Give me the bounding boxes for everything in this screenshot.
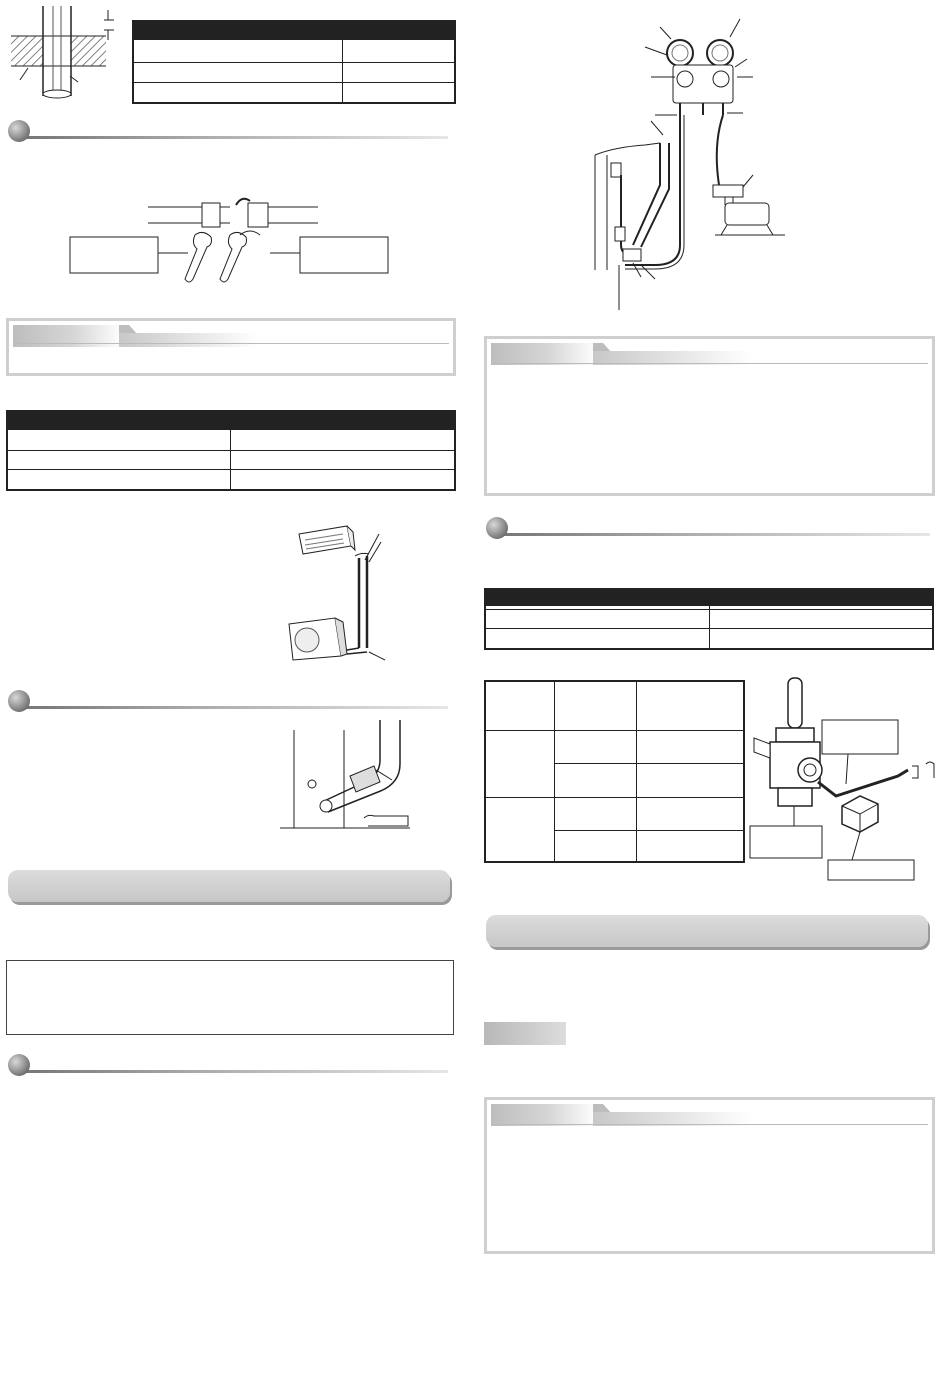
indoor-outdoor-unit-diagram-icon bbox=[285, 520, 395, 665]
section-header bbox=[8, 1054, 448, 1080]
flare-nut-wrench-diagram-icon bbox=[70, 195, 390, 290]
service-valve-diagram-icon bbox=[748, 678, 938, 883]
pipe-wall-diagram-icon bbox=[6, 6, 126, 106]
torque-table bbox=[484, 588, 934, 650]
note-box bbox=[6, 960, 454, 1035]
pipe-bend-diagram-icon bbox=[280, 720, 410, 840]
chapter-banner bbox=[8, 870, 450, 902]
section-header bbox=[8, 120, 448, 146]
chapter-banner bbox=[486, 915, 928, 947]
manifold-gauge-diagram-icon bbox=[585, 15, 815, 310]
valve-table bbox=[484, 680, 745, 863]
section-header bbox=[8, 690, 448, 716]
pipe-length-table bbox=[6, 410, 456, 491]
warning-box bbox=[484, 336, 935, 496]
spec-table bbox=[132, 20, 456, 104]
gray-label-block bbox=[484, 1022, 566, 1045]
section-header bbox=[486, 517, 930, 543]
caution-box bbox=[6, 318, 456, 376]
caution-box bbox=[484, 1097, 935, 1254]
